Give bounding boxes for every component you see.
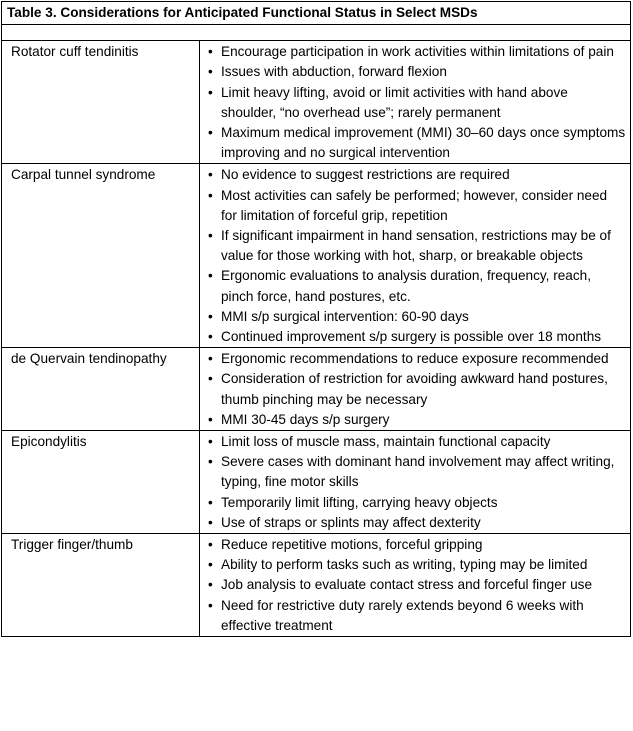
- bullet-icon: •: [208, 597, 213, 613]
- msd-considerations-table: [1, 1, 631, 637]
- list-item-text: Need for restrictive duty rarely extends beyond 6 weeks with effective treatment: [221, 597, 584, 633]
- list-item-text: Maximum medical improvement (MMI) 30–60 days once symptoms improving and no surgical intervention: [221, 125, 626, 161]
- bullet-icon: •: [208, 167, 213, 183]
- list-item: [206, 83, 626, 123]
- list-item-text: Severe cases with dominant hand involvement may affect writing, typing, fine motor skills: [221, 454, 615, 490]
- bullet-icon: •: [208, 187, 213, 203]
- list-item: [206, 266, 626, 306]
- considerations-cell: [200, 348, 631, 431]
- list-item: [206, 327, 626, 347]
- table-row: [2, 431, 631, 534]
- list-item-text: No evidence to suggest restrictions are required: [221, 167, 510, 183]
- list-item: [206, 452, 626, 492]
- list-item-text: Limit heavy lifting, avoid or limit activities with hand above shoulder, “no overhead use”; rarely permanent: [221, 84, 568, 120]
- bullet-icon: •: [208, 125, 213, 141]
- list-item: [206, 62, 626, 82]
- list-item: [206, 555, 626, 575]
- considerations-cell: [200, 41, 631, 164]
- bullet-icon: •: [208, 84, 213, 100]
- considerations-list: [206, 349, 626, 430]
- list-item-text: Ability to perform tasks such as writing, typing may be limited: [221, 557, 588, 573]
- list-item: [206, 123, 626, 163]
- list-item: [206, 513, 626, 533]
- bullet-icon: •: [208, 308, 213, 324]
- bullet-icon: •: [208, 577, 213, 593]
- list-item-text: Most activities can safely be performed; however, consider need for limitation of forceful grip, repetition: [221, 187, 608, 223]
- list-item: [206, 596, 626, 636]
- list-item: [206, 410, 626, 430]
- bullet-icon: •: [208, 371, 213, 387]
- list-item-text: Job analysis to evaluate contact stress and forceful finger use: [221, 577, 593, 593]
- list-item-text: If significant impairment in hand sensation, restrictions may be of value for those working with hot, sharp, or breakable objects: [221, 228, 611, 264]
- list-item-text: Consideration of restriction for avoiding awkward hand postures, thumb pinching may be necessary: [221, 371, 608, 407]
- bullet-icon: •: [208, 494, 213, 510]
- spacer-row: [2, 25, 631, 41]
- list-item: [206, 493, 626, 513]
- list-item: [206, 42, 626, 62]
- condition-cell: de Quervain tendinopathy: [2, 348, 200, 431]
- list-item: [206, 535, 626, 555]
- bullet-icon: •: [208, 351, 213, 367]
- bullet-icon: •: [208, 454, 213, 470]
- bullet-icon: •: [208, 434, 213, 450]
- list-item: [206, 432, 626, 452]
- list-item-text: MMI s/p surgical intervention: 60-90 days: [221, 308, 469, 324]
- table-row: [2, 348, 631, 431]
- bullet-icon: •: [208, 44, 213, 60]
- considerations-cell: [200, 431, 631, 534]
- bullet-icon: •: [208, 514, 213, 530]
- list-item-text: Ergonomic recommendations to reduce exposure recommended: [221, 351, 609, 367]
- list-item-text: Temporarily limit lifting, carrying heavy objects: [221, 494, 498, 510]
- condition-cell: Rotator cuff tendinitis: [2, 41, 200, 164]
- table-row: [2, 164, 631, 348]
- bullet-icon: •: [208, 268, 213, 284]
- bullet-icon: •: [208, 329, 213, 345]
- list-item: [206, 307, 626, 327]
- empty-header-cell: [2, 25, 631, 41]
- bullet-icon: •: [208, 557, 213, 573]
- table-row: [2, 41, 631, 164]
- bullet-icon: •: [208, 411, 213, 427]
- bullet-icon: •: [208, 228, 213, 244]
- condition-cell: Trigger finger/thumb: [2, 534, 200, 637]
- considerations-cell: [200, 534, 631, 637]
- list-item-text: Encourage participation in work activities within limitations of pain: [221, 44, 614, 60]
- list-item-text: Continued improvement s/p surgery is possible over 18 months: [221, 329, 602, 345]
- title-row: [2, 2, 631, 25]
- considerations-list: [206, 42, 626, 163]
- list-item-text: Issues with abduction, forward flexion: [221, 64, 447, 80]
- table-title: Table 3. Considerations for Anticipated Functional Status in Select MSDs: [2, 2, 631, 25]
- list-item-text: Ergonomic evaluations to analysis duration, frequency, reach, pinch force, hand postures, etc.: [221, 268, 592, 304]
- considerations-list: [206, 165, 626, 347]
- table-body: [2, 2, 631, 637]
- list-item-text: MMI 30-45 days s/p surgery: [221, 411, 390, 427]
- list-item-text: Reduce repetitive motions, forceful gripping: [221, 537, 483, 553]
- considerations-list: [206, 432, 626, 533]
- list-item: [206, 575, 626, 595]
- bullet-icon: •: [208, 64, 213, 80]
- bullet-icon: •: [208, 537, 213, 553]
- considerations-cell: [200, 164, 631, 348]
- considerations-list: [206, 535, 626, 636]
- list-item-text: Use of straps or splints may affect dexterity: [221, 514, 481, 530]
- list-item: [206, 369, 626, 409]
- table-row: [2, 534, 631, 637]
- condition-cell: Epicondylitis: [2, 431, 200, 534]
- list-item: [206, 165, 626, 185]
- list-item: [206, 349, 626, 369]
- list-item: [206, 186, 626, 226]
- list-item: [206, 226, 626, 266]
- list-item-text: Limit loss of muscle mass, maintain functional capacity: [221, 434, 551, 450]
- condition-cell: Carpal tunnel syndrome: [2, 164, 200, 348]
